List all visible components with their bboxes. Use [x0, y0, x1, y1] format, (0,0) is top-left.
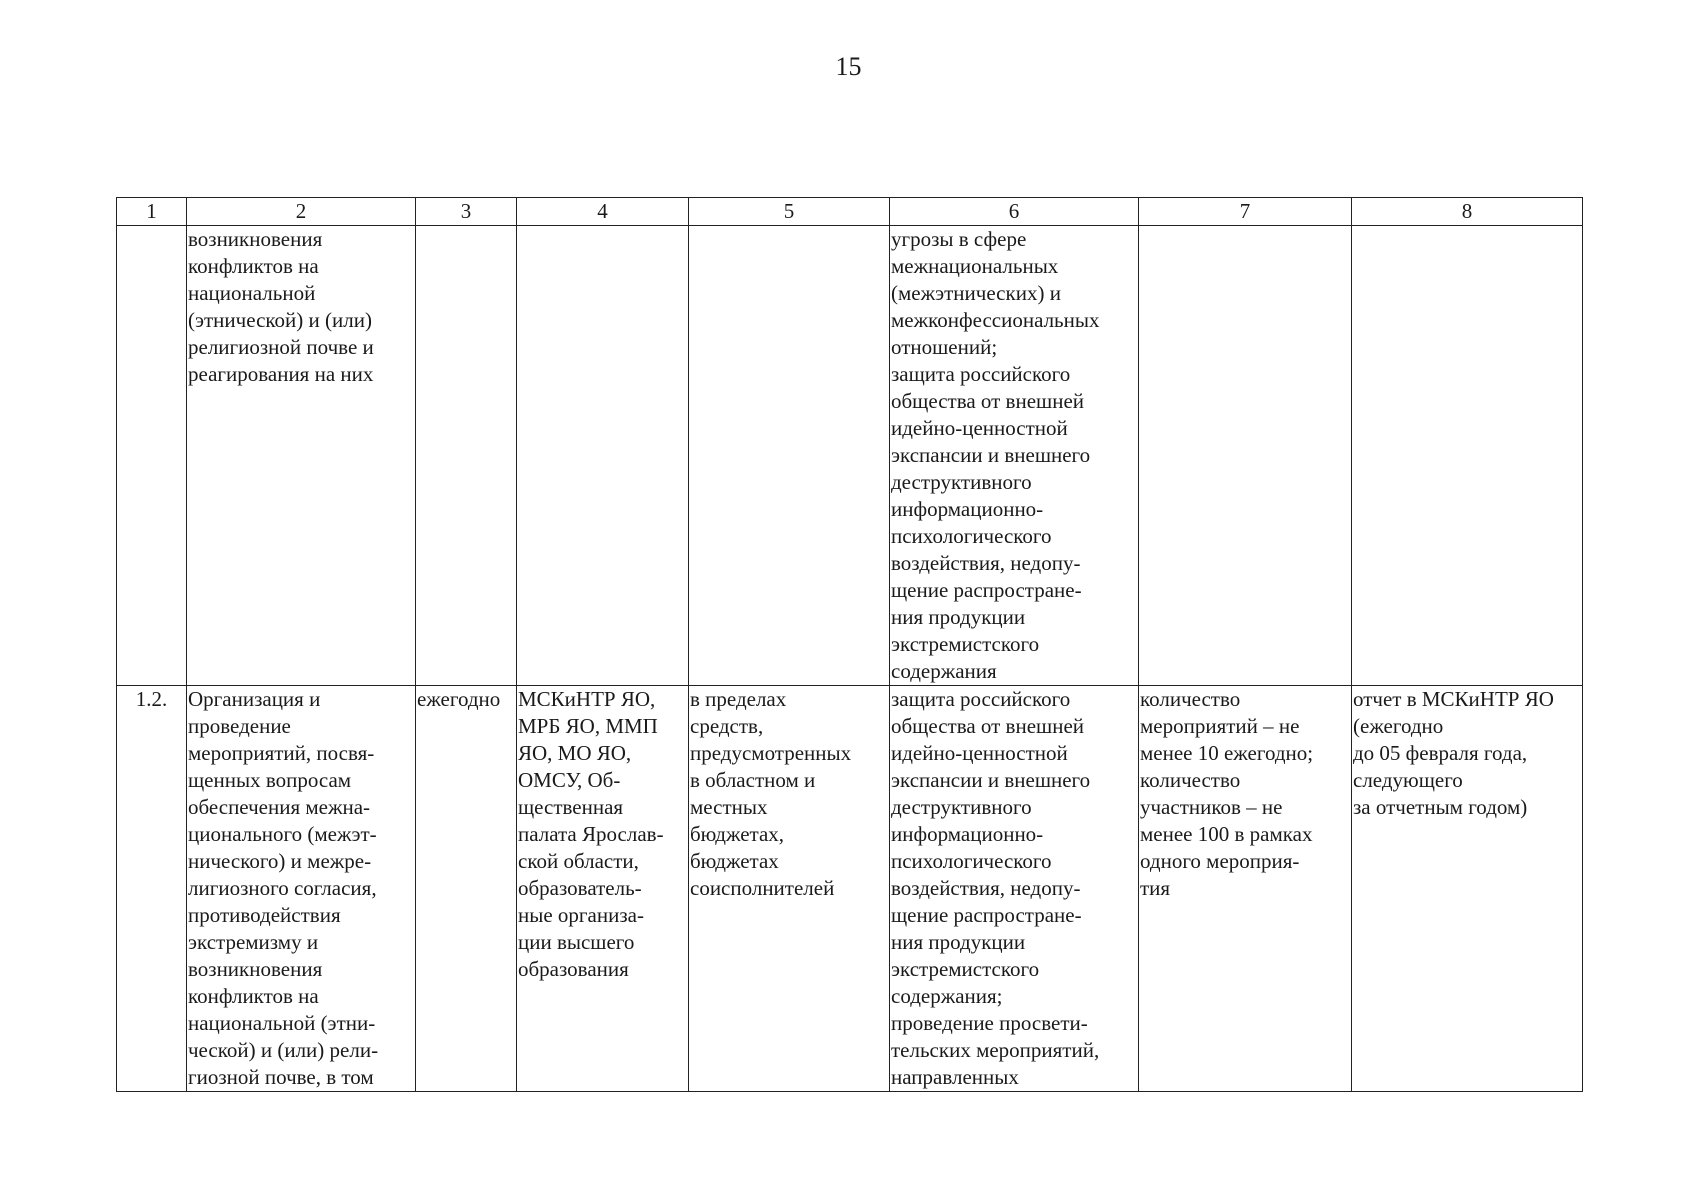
header-cell-7: 7	[1139, 198, 1352, 226]
header-cell-6: 6	[890, 198, 1139, 226]
header-cell-3: 3	[416, 198, 517, 226]
header-cell-4: 4	[517, 198, 689, 226]
funding-cell: в пределах средств, предусмотренных в областном и местных бюджетах, бюджетах соисполнителей	[689, 686, 890, 1092]
indicator-cell: количество мероприятий – не менее 10 ежегодно; количество участников – не менее 100 в рамках одного мероприя- тия	[1139, 686, 1352, 1092]
table-row	[117, 686, 1583, 1092]
header-row	[117, 198, 1583, 226]
funding-cell	[689, 226, 890, 686]
measure-name-cell: возникновения конфликтов на национальной (этнической) и (или) религиозной почве и реагирования на них	[187, 226, 416, 686]
report-cell: отчет в МСКиНТР ЯО (ежегодно до 05 февраля года, следующего за отчетным годом)	[1352, 686, 1583, 1092]
deadline-cell	[416, 226, 517, 686]
measures-table	[116, 197, 1583, 1092]
row-number-cell	[117, 226, 187, 686]
header-cell-8: 8	[1352, 198, 1583, 226]
header-cell-1: 1	[117, 198, 187, 226]
goal-cell: защита российского общества от внешней идейно-ценностной экспансии и внешнего деструктивного информационно- психологического воздействия, недопу- щение распростране- ния продукции экстремистского содержания; проведение просвети- тельских мероприятий, направленных	[890, 686, 1139, 1092]
executors-cell: МСКиНТР ЯО, МРБ ЯО, ММП ЯО, МО ЯО, ОМСУ, Об- щественная палата Ярослав- ской области, образователь- ные организа- ции высшего образования	[517, 686, 689, 1092]
header-cell-5: 5	[689, 198, 890, 226]
report-cell	[1352, 226, 1583, 686]
row-number-cell: 1.2.	[117, 686, 187, 1092]
indicator-cell	[1139, 226, 1352, 686]
deadline-cell: ежегодно	[416, 686, 517, 1092]
measure-name-cell: Организация и проведение мероприятий, посвя- щенных вопросам обеспечения межна- ционального (межэт- нического) и межре- лигиозного согласия, противодействия экстремизму и возникновения конфликтов на национальной (этни- ческой) и (или) рели- гиозной почве, в том	[187, 686, 416, 1092]
page-number: 15	[835, 52, 862, 81]
header-cell-2: 2	[187, 198, 416, 226]
executors-cell	[517, 226, 689, 686]
goal-cell: угрозы в сфере межнациональных (межэтнических) и межконфессиональных отношений; защита российского общества от внешней идейно-ценностной экспансии и внешнего деструктивного информационно- психологического воздействия, недопу- щение распростране- ния продукции экстремистского содержания	[890, 226, 1139, 686]
table-row	[117, 226, 1583, 686]
